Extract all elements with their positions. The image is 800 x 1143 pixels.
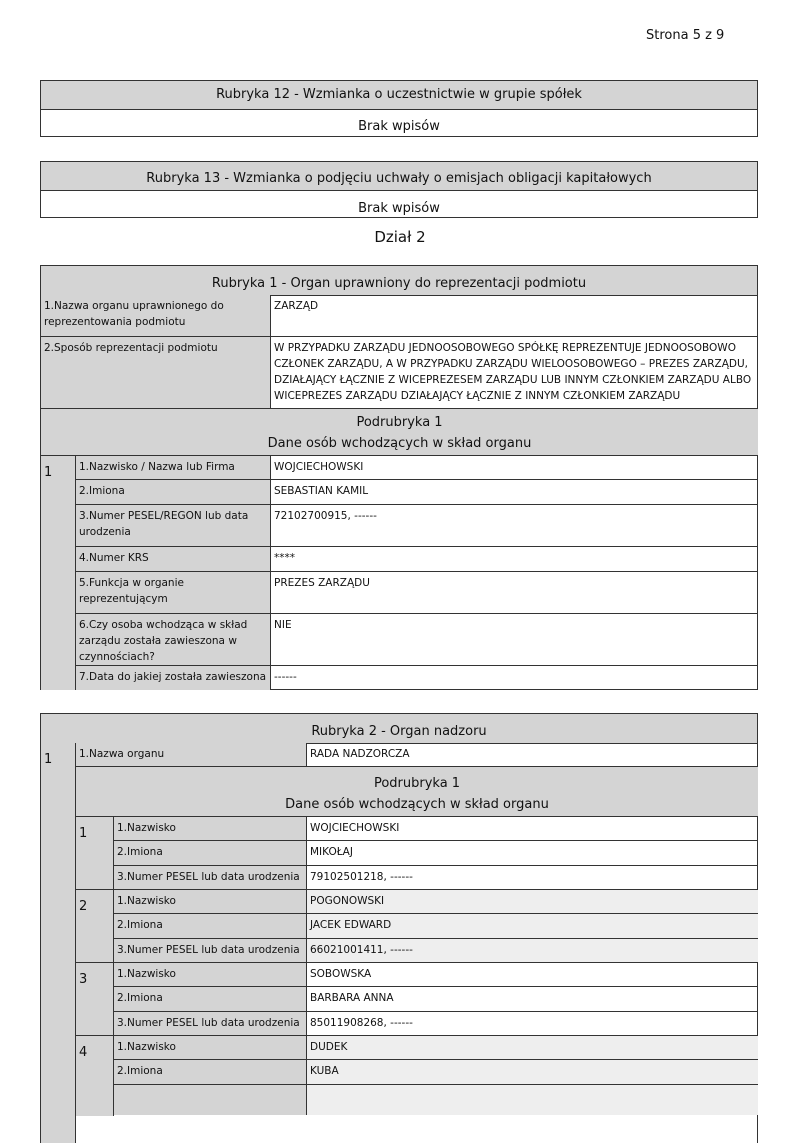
- rubryka-12-title: Rubryka 12 - Wzmianka o uczestnictwie w grupie spółek: [41, 81, 757, 110]
- member-field-value: BARBARA ANNA: [307, 987, 758, 1012]
- member-field-label: 1.Nazwisko: [114, 817, 307, 841]
- member-field-label: 2.Imiona: [114, 841, 307, 866]
- field-value: ZARZĄD: [271, 295, 758, 337]
- rubryka-13-value: Brak wpisów: [358, 201, 440, 216]
- podrubryka-title: Podrubryka 1: [356, 415, 443, 430]
- podrubryka-header: [76, 767, 758, 817]
- member-number: 3: [76, 963, 114, 1036]
- organ-name-label: 1.Nazwa organu: [76, 743, 307, 767]
- person-field-value: 72102700915, ------: [271, 505, 758, 547]
- person-field-label: 6.Czy osoba wchodząca w skład zarządu została zawieszona w czynnościach?: [76, 614, 271, 666]
- podrubryka-title: Podrubryka 1: [373, 776, 461, 791]
- section-title: Dział 2: [374, 228, 426, 246]
- member-field-label: 1.Nazwisko: [114, 1036, 307, 1060]
- person-field-label: 2.Imiona: [76, 480, 271, 505]
- member-field-label: 3.Numer PESEL lub data urodzenia: [114, 1012, 307, 1036]
- member-field-value: 79102501218, ------: [307, 866, 758, 890]
- person-field-value: ------: [274, 671, 297, 683]
- rubryka-12: [40, 80, 758, 137]
- person-field-value: ****: [271, 547, 758, 572]
- person-field-label: 7.Data do jakiej została zawieszona: [76, 666, 271, 690]
- person-field-label: 5.Funkcja w organie reprezentującym: [76, 572, 271, 614]
- member-number: 2: [76, 890, 114, 963]
- rubryka-2: [40, 713, 758, 1143]
- rubryka-12-value: Brak wpisów: [358, 119, 440, 134]
- person-field-value: PREZES ZARZĄDU: [271, 572, 758, 614]
- member-field-value: [307, 1085, 758, 1115]
- organ-number: 1: [41, 743, 76, 1143]
- member-field-value: POGONOWSKI: [307, 890, 758, 914]
- member-number: 1: [76, 817, 114, 890]
- member-field-value: SOBOWSKA: [307, 963, 758, 987]
- member-field-label: 3.Numer PESEL lub data urodzenia: [114, 866, 307, 890]
- person-field-label: 4.Numer KRS: [76, 547, 271, 572]
- member-field-label: 2.Imiona: [114, 914, 307, 939]
- page-number: Strona 5 z 9: [646, 28, 725, 43]
- person-field-value: SEBASTIAN KAMIL: [271, 480, 758, 505]
- member-field-label: 3.Numer PESEL lub data urodzenia: [114, 939, 307, 963]
- podrubryka-subtitle: Dane osób wchodzących w skład organu: [285, 797, 549, 812]
- rubryka-1-title: Rubryka 1 - Organ uprawniony do reprezentacji podmiotu: [41, 266, 757, 296]
- person-field-value: NIE: [271, 614, 758, 666]
- rubryka-2-title: Rubryka 2 - Organ nadzoru: [41, 714, 757, 744]
- field-label: 1.Nazwa organu uprawnionego do reprezentowania podmiotu: [41, 295, 271, 337]
- field-label: 2.Sposób reprezentacji podmiotu: [41, 337, 271, 409]
- person-field-label: 3.Numer PESEL/REGON lub data urodzenia: [76, 505, 271, 547]
- person-number: 1: [41, 456, 76, 690]
- field-value: W PRZYPADKU ZARZĄDU JEDNOOSOBOWEGO SPÓŁKĘ REPREZENTUJE JEDNOOSOBOWO CZŁONEK ZARZĄDU, A W PRZYPADKU ZARZĄDU WIELOOSOBOWEGO – PREZES ZARZĄDU, DZIAŁAJĄCY ŁĄCZNIE Z WICEPREZESEM ZARZĄDU LUB INNYM CZŁONKIEM ZARZĄDU ALBO WICEPREZES ZARZĄDU DZIAŁAJĄCY ŁĄCZNIE Z INNYM CZŁONKIEM ZARZĄDU: [271, 337, 758, 409]
- member-field-value: JACEK EDWARD: [307, 914, 758, 939]
- member-field-value: MIKOŁAJ: [307, 841, 758, 866]
- member-field-value: 85011908268, ------: [307, 1012, 758, 1036]
- rubryka-13: [40, 161, 758, 218]
- member-field-label: [114, 1085, 307, 1115]
- member-field-value: 66021001411, ------: [307, 939, 758, 963]
- person-field-value: WOJCIECHOWSKI: [271, 456, 758, 480]
- rubryka-13-title: Rubryka 13 - Wzmianka o podjęciu uchwały o emisjach obligacji kapitałowych: [41, 162, 757, 191]
- organ-name-value: RADA NADZORCZA: [307, 743, 758, 767]
- podrubryka-header: [41, 409, 758, 456]
- member-field-label: 1.Nazwisko: [114, 963, 307, 987]
- rubryka-1: [40, 265, 758, 690]
- member-field-label: 1.Nazwisko: [114, 890, 307, 914]
- member-field-label: 2.Imiona: [114, 1060, 307, 1085]
- member-field-value: KUBA: [307, 1060, 758, 1085]
- member-field-value: DUDEK: [307, 1036, 758, 1060]
- person-field-label: 1.Nazwisko / Nazwa lub Firma: [76, 456, 271, 480]
- member-number: 4: [76, 1036, 114, 1116]
- member-field-value: WOJCIECHOWSKI: [307, 817, 758, 841]
- member-field-label: 2.Imiona: [114, 987, 307, 1012]
- podrubryka-subtitle: Dane osób wchodzących w skład organu: [267, 436, 532, 451]
